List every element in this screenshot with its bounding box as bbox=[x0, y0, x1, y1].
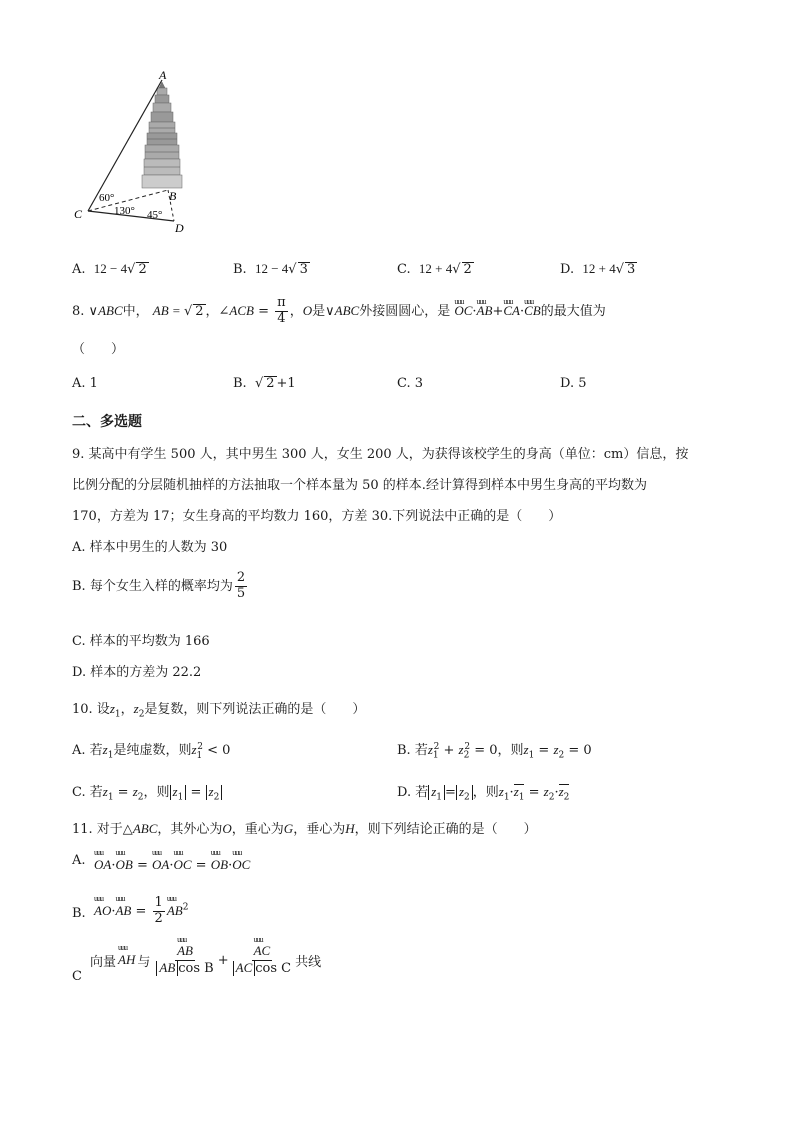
option-value: 3 bbox=[414, 376, 424, 391]
math: z bbox=[133, 701, 139, 716]
option-value: 12 + 4 bbox=[418, 261, 453, 276]
option-value: 12 + 4 bbox=[582, 261, 616, 276]
math: z bbox=[191, 742, 197, 757]
option-label: B. bbox=[233, 262, 247, 277]
q8-option-b: B. √ 2 +1 bbox=[233, 376, 296, 391]
numerator: 2 bbox=[236, 570, 246, 585]
option-label: D. bbox=[560, 376, 575, 391]
math: ABC bbox=[334, 303, 360, 318]
point-C-label: C bbox=[74, 207, 83, 221]
text: ， bbox=[289, 304, 303, 319]
angle-60-label: 60° bbox=[99, 192, 115, 204]
text: ，∠ bbox=[205, 304, 230, 319]
math: z bbox=[109, 701, 115, 716]
option-label: A. bbox=[72, 262, 86, 277]
vector: uuu AB bbox=[177, 944, 193, 959]
text: = 0，则 bbox=[470, 743, 524, 758]
q9-option-a: A. 样本中男生的人数为 30 bbox=[72, 540, 228, 555]
vector: uuu OA bbox=[152, 857, 169, 873]
text: B. 若 bbox=[397, 743, 428, 758]
option-value: +1 bbox=[276, 376, 296, 391]
q11-option-b-label: B. bbox=[72, 906, 86, 921]
vector: uuu AC bbox=[254, 944, 271, 959]
denominator: 4 bbox=[277, 311, 286, 326]
point-D-label: D bbox=[175, 221, 184, 235]
vector: uuu AO bbox=[94, 903, 111, 919]
q9-option-c: C. 样本的平均数为 166 bbox=[72, 634, 210, 649]
operator: = bbox=[131, 903, 151, 919]
fraction-ac bbox=[231, 944, 293, 977]
math: AB = bbox=[152, 303, 184, 318]
radicand: 3 bbox=[627, 262, 636, 277]
subscript: 2 bbox=[138, 709, 145, 720]
radicand: 2 bbox=[266, 376, 275, 391]
q10-option-c: C. 若$z_1 = z_2$，则 $z_1 = z_2$ bbox=[72, 781, 222, 803]
q10-option-a: A. 若$z_1$是纯虚数，则$z_1^2 < 0$ bbox=[72, 741, 231, 761]
math: O bbox=[222, 821, 232, 836]
radicand: 2 bbox=[195, 304, 204, 319]
math: < 0 bbox=[203, 743, 231, 758]
q7-option-d: D. 12 + 4√ 3 bbox=[560, 261, 636, 277]
math: ABC bbox=[132, 821, 158, 836]
option-value: 12 − 4 bbox=[93, 261, 128, 276]
math: = bbox=[253, 304, 274, 319]
text: 的最大值为 bbox=[540, 304, 606, 319]
option-label: B. bbox=[233, 376, 247, 391]
radicand: 2 bbox=[138, 262, 147, 277]
math: z bbox=[523, 742, 529, 757]
option-label: D. bbox=[560, 262, 575, 277]
math: ACB bbox=[229, 303, 254, 318]
vector: uuu OB bbox=[211, 857, 228, 873]
text: 中， bbox=[122, 304, 149, 319]
text: ，则 bbox=[143, 785, 170, 800]
text: 11. 对于△ bbox=[72, 822, 133, 837]
fraction-ab bbox=[154, 944, 215, 977]
math: AC bbox=[235, 959, 253, 975]
text: D. 若 bbox=[397, 785, 429, 800]
math: z bbox=[553, 742, 559, 757]
math: ABC bbox=[98, 303, 123, 318]
option-label: A. bbox=[72, 376, 86, 391]
text: 是复数，则下列说法正确的是（ ） bbox=[144, 702, 366, 717]
vector: uuu AH bbox=[118, 952, 135, 968]
math: z bbox=[102, 742, 108, 757]
option-value: 5 bbox=[578, 376, 587, 391]
q11-option-c-label: C bbox=[72, 969, 82, 984]
vector: uuu CA bbox=[503, 296, 520, 326]
option-label: C. bbox=[397, 376, 411, 391]
subscript: 1 bbox=[114, 709, 121, 720]
text: ∨ bbox=[88, 304, 99, 319]
question-number: 8. bbox=[72, 304, 85, 319]
q11-option-c bbox=[90, 944, 321, 977]
math: G bbox=[283, 821, 294, 836]
vector: uuu OC bbox=[232, 857, 250, 873]
vector: uuu AB bbox=[115, 903, 131, 919]
denominator: 2 bbox=[154, 910, 163, 926]
q10-stem bbox=[72, 698, 365, 720]
q10-option-b: B. 若$z_1^2 + z_2^2 = 0$，则$z_1 = z_2 = 0$ bbox=[397, 741, 592, 761]
q8-option-d bbox=[560, 376, 587, 391]
option-value: 1 bbox=[89, 376, 98, 391]
math: cos C bbox=[255, 960, 292, 976]
math: = bbox=[113, 785, 133, 800]
vector: uuu OA bbox=[94, 857, 111, 873]
fraction bbox=[153, 896, 165, 927]
vector: uuu OC bbox=[173, 857, 191, 873]
q8-option-a bbox=[72, 376, 98, 391]
math: z bbox=[102, 784, 108, 799]
text: 与 bbox=[137, 954, 151, 970]
operator: = bbox=[132, 858, 152, 873]
math: z bbox=[132, 784, 138, 799]
vector: uuu OB bbox=[115, 857, 132, 873]
pagoda-image bbox=[142, 82, 182, 188]
numerator: π bbox=[277, 295, 286, 311]
vector: uuu OC bbox=[454, 296, 472, 326]
q11-option-a: uuu OA·uuu OB = uuu OA·uuu OC = uuu OB·uuu OC bbox=[94, 857, 250, 873]
math: z bbox=[458, 742, 464, 757]
vector: uuu CB bbox=[524, 296, 541, 326]
denominator: 5 bbox=[236, 585, 246, 601]
q9-line-2: 比例分配的分层随机抽样的方法抽取一个样本量为 50 的样本.经计算得到样本中男生身高的平均数为 bbox=[72, 478, 647, 493]
q11-option-a-label: A. bbox=[72, 853, 86, 868]
option-value: 12 − 4 bbox=[254, 261, 289, 276]
text: ，其外心为 bbox=[157, 822, 223, 837]
q11-stem bbox=[72, 818, 537, 837]
q9-option-b bbox=[72, 571, 249, 602]
angle-45-label: 45° bbox=[147, 209, 163, 221]
q7-option-c: C. 12 + 4√ 2 bbox=[397, 261, 472, 277]
text: C. 若 bbox=[72, 785, 103, 800]
subscript: 1 bbox=[107, 750, 114, 761]
q8-paren: （ ） bbox=[72, 342, 125, 357]
exponent: 2 bbox=[182, 902, 189, 913]
q10-option-d: D. 若 $z_1 = z_2$ ，则$z_1\cdot z_1 = z_2\cdot z_2$ bbox=[397, 784, 570, 803]
q8-option-c bbox=[397, 376, 423, 391]
text: 共线 bbox=[295, 954, 322, 970]
section-heading: 二、多选题 bbox=[72, 414, 142, 430]
text: 10. 设 bbox=[72, 702, 110, 717]
text: ，则 bbox=[472, 785, 499, 800]
q9-line-1: 9. 某高中有学生 500 人，其中男生 300 人，女生 200 人，为获得该校学生的身高（单位：cm）信息，按 bbox=[72, 447, 689, 462]
operator: + bbox=[217, 952, 229, 968]
math: AB bbox=[159, 959, 176, 975]
radicand: 3 bbox=[299, 262, 308, 277]
vector: uuu AB bbox=[167, 903, 183, 919]
fraction bbox=[235, 571, 247, 602]
pagoda-figure bbox=[70, 68, 200, 238]
q8-stem: 8. ∨ABC中， AB = √ 2 ，∠ACB = $\frac{\pi}{4}$ ，O是∨ABC外接圆圆心，是 uuu OC·uuu AB+uuu CA·uuu CB的最大值为 bbox=[72, 296, 606, 327]
text: ， bbox=[120, 702, 134, 717]
text: 向量 bbox=[90, 954, 117, 970]
q7-option-b: B. 12 − 4√ 3 bbox=[233, 261, 308, 277]
text: ，垂心为 bbox=[293, 822, 346, 837]
point-A-label: A bbox=[159, 68, 167, 82]
point-B-label: B bbox=[169, 189, 177, 203]
text: ，重心为 bbox=[231, 822, 284, 837]
operator: = bbox=[191, 858, 211, 873]
pi-over-4 bbox=[275, 296, 288, 327]
math: cos B bbox=[178, 960, 214, 976]
operator: + bbox=[492, 304, 504, 319]
text: 外接圆圆心，是 bbox=[359, 304, 451, 319]
q9-option-d: D. 样本的方差为 22.2 bbox=[72, 665, 202, 680]
q9-line-3: 170，方差为 17；女生身高的平均数力 160，方差 30.下列说法中正确的是（ ） bbox=[72, 509, 562, 524]
text: 是纯虚数，则 bbox=[113, 743, 192, 758]
math: z bbox=[427, 742, 433, 757]
numerator: 1 bbox=[154, 895, 163, 910]
text: ，则下列结论正确的是（ ） bbox=[354, 822, 537, 837]
text: A. 若 bbox=[72, 743, 103, 758]
vector: uuu AB bbox=[477, 296, 493, 326]
q11-option-b: uuu AO·uuu AB = $\frac{1}{2}$ uuu $AB^2$ bbox=[94, 896, 188, 927]
angle-130-label: 130° bbox=[114, 205, 135, 217]
math: O bbox=[302, 303, 313, 318]
option-text: B. 每个女生入样的概率均为 bbox=[72, 578, 233, 594]
option-label: C. bbox=[397, 262, 411, 277]
text: 是∨ bbox=[312, 304, 335, 319]
radicand: 2 bbox=[463, 262, 472, 277]
q7-option-a: A. 12 − 4√ 2 bbox=[72, 261, 147, 277]
math: = 0 bbox=[564, 743, 592, 758]
math: H bbox=[345, 821, 355, 836]
